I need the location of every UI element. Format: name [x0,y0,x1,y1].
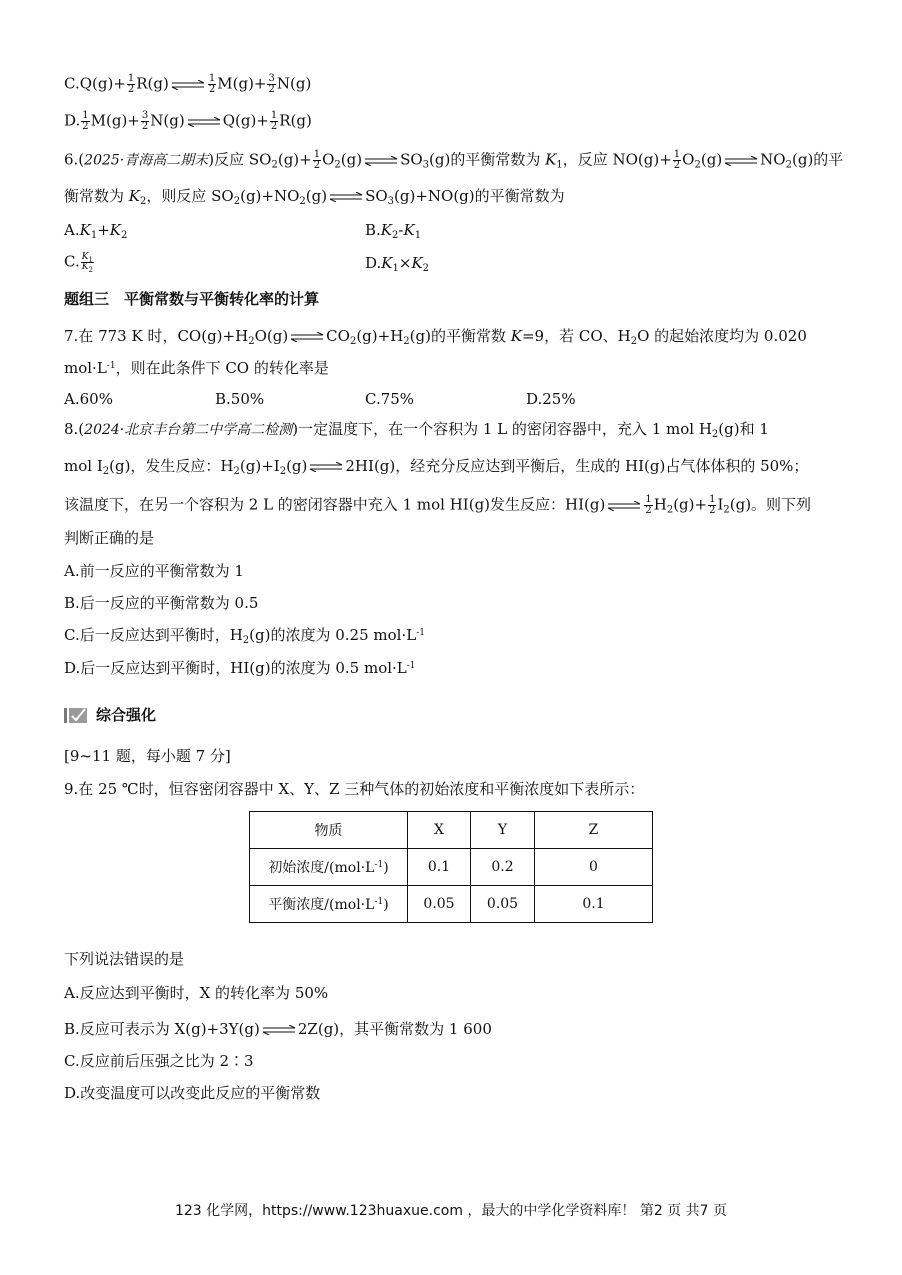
table-row-label: 初始浓度$/(mol\cdot L^{-1})$ [250,849,408,886]
q6-option-c: C. $\frac{K_1}{K_2}$ [64,252,93,274]
group-three-heading: 题组三 平衡常数与平衡转化率的计算 [64,290,320,308]
table-header-cell: Y [471,812,535,849]
q6-source: 2025·青海高二期末 [84,152,209,169]
reversible-arrow-icon [607,501,641,511]
q6-option-a: $A.K_1+K_2$ [64,221,128,241]
q8-option-d: D.后一反应达到平衡时，HI(g)的浓度为 0.5 $mol\cdot L^{-1}$ [64,659,416,677]
q7-stem-line1: 7.在 773 K 时，$CO(g)+H_2O(g)$ $CO_2(g)+H_2(g)$的平衡常数 K=9，若 CO、$H_2O$ 的起始浓度均为 0.020 [64,327,807,347]
q9-option-b: B.反应可表示为 X(g)+3Y(g) 2Z(g)，其平衡常数为 1 600 [64,1020,492,1038]
q8-option-c: C.后一反应达到平衡时，$H_2(g)$的浓度为 0.25 $mol\cdot L^{-1}$ [64,626,425,646]
table-cell: 0.05 [408,886,471,923]
q8-source: 2024·北京丰台第二中学高二检测 [84,422,293,438]
table-header-row [250,812,653,849]
table-row [250,849,653,886]
q6-stem-line1: 6.(2025·青海高二期末)反应 $SO_2(g)+$ $\frac{1}{2}$ $O_2(g)$ $SO_3(g)$的平衡常数为 $K_1$，反应 NO(g)+ $\frac{1}{2}$ $O_2(g)$ $NO_2(g)$的平 [64,149,844,171]
q8-stem-line2: mol $I_2(g)$，发生反应：$H_2(g)+I_2(g)$ 2HI(g)，经充分反应达到平衡后，生成的 HI(g)占气体体积的 50%； [64,457,809,477]
q7-option-b: B.50% [215,390,265,408]
concentration-table [249,811,653,923]
q6-stem-line2: 衡常数为 $K_2$，则反应 $SO_2(g)+NO_2(g)$ $SO_3(g)+NO(g)$的平衡常数为 [64,187,565,207]
table-cell: 0.1 [535,886,653,923]
q9-stem: 9.在 25 ℃时，恒容密闭容器中 X、Y、Z 三种气体的初始浓度和平衡浓度如下表所示： [64,780,645,798]
q8-option-a: A.前一反应的平衡常数为 1 [64,562,244,580]
q7-option-c: C.75% [365,390,415,408]
q5-option-d: D. $\frac{1}{2}$ M(g)+ $\frac{3}{2}$ N(g) Q(g)+ $\frac{1}{2}$ R(g) [64,110,312,132]
reversible-arrow-icon [290,332,324,342]
q8-stem-line4: 判断正确的是 [64,529,155,547]
table-header-cell: X [408,812,471,849]
section-title: 综合强化 [96,706,157,724]
table-header-cell: Z [535,812,653,849]
q6-option-b: $B.K_2-K_1$ [365,221,422,241]
table-cell: 0.05 [471,886,535,923]
reversible-arrow-icon [171,80,205,90]
table-cell: 0.1 [408,849,471,886]
table-cell: 0 [535,849,653,886]
section-check-icon [64,706,90,728]
table-cell: 0.2 [471,849,535,886]
reversible-arrow-icon [329,192,363,202]
q7-option-d: D.25% [526,390,576,408]
q7-option-a: A.60% [64,390,113,408]
q8-option-b: B.后一反应的平衡常数为 0.5 [64,594,259,612]
q9-ask: 下列说法错误的是 [64,950,185,968]
reversible-arrow-icon [187,117,221,127]
q9-score-note: [9~11 题，每小题 7 分] [64,747,231,765]
table-header-cell: 物质 [250,812,408,849]
q9-option-d: D.改变温度可以改变此反应的平衡常数 [64,1084,321,1102]
q8-stem-line1: 8.(2024·北京丰台第二中学高二检测)一定温度下，在一个容积为 1 L 的密闭容器中，充入 1 mol $H_2(g)$和 1 [64,420,769,440]
table-row [250,886,653,923]
q9-option-c: C.反应前后压强之比为 2∶3 [64,1052,254,1070]
reversible-arrow-icon [364,156,398,166]
q6-option-d: $D.K_1\times K_2$ [365,254,430,274]
q9-option-a: A.反应达到平衡时，X 的转化率为 50% [64,984,329,1002]
q7-stem-line2: $mol\cdot L^{-1}$，则在此条件下 CO 的转化率是 [64,359,329,377]
table-row-label: 平衡浓度$/(mol\cdot L^{-1})$ [250,886,408,923]
reversible-arrow-icon [262,1025,296,1035]
reversible-arrow-icon [309,462,343,472]
q5-option-c: C.Q(g)+ $\frac{1}{2}$ R(g) $\frac{1}{2}$ M(g)+ $\frac{3}{2}$ N(g) [64,73,312,95]
page-footer: 123 化学网，https://www.123huaxue.com ，最大的中学化学资料库！ 第2 页 共7 页 [174,1203,728,1219]
reversible-arrow-icon [724,156,758,166]
q8-stem-line3: 该温度下，在另一个容积为 2 L 的密闭容器中充入 1 mol HI(g)发生反应：HI(g) $\frac{1}{2}$ $H_2(g)+$ $\frac{1}{2}$ $I_2(g)$。则下列 [64,494,812,516]
